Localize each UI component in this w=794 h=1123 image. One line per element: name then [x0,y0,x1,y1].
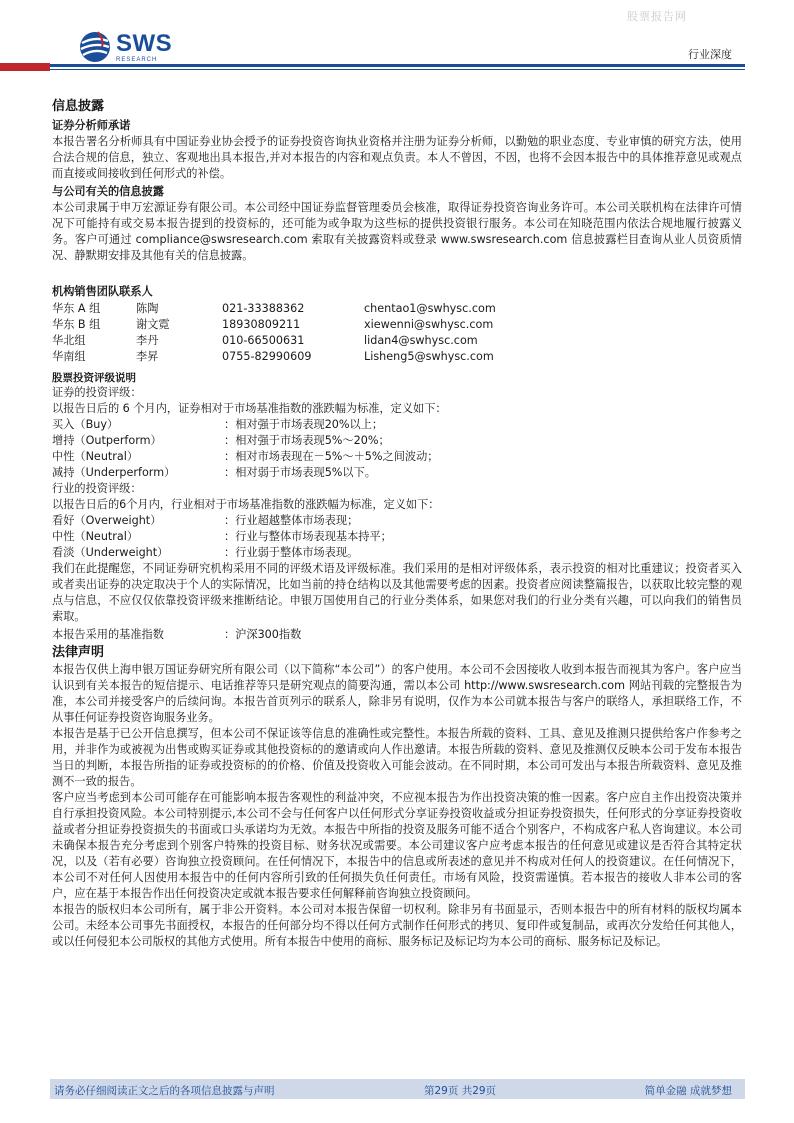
company-disclosure-text: 本公司隶属于申万宏源证券有限公司。本公司经中国证券监督管理委员会核准，取得证券投资咨询业务许可。本公司关联机构在法律许可情况下可能持有或交易本报告提到的投资标的，还可能为或争取为这些标的提供投资银行服务。本公司在知晓范围内依法合规地履行披露义务。客户可通过 compliance@swsresearch.com 索取有关披露资料或登录 www.swsresearch.com 信息披露栏目查询从业人员资质情况、静默期安排及其他有关的信息披露。 [52,201,742,262]
table-row [52,417,439,433]
table-row [52,545,392,561]
table-row [52,465,439,481]
footer-slogan: 简单金融 成就梦想 [644,1085,732,1097]
table-row [52,513,392,529]
rating-desc: ：相对市场表现在－5%～＋5%之间波动； [224,450,439,463]
sws-logo [78,30,172,64]
rating-label: 中性（Neutral） [52,450,139,463]
globe-logo-icon [78,30,112,64]
benchmark-value: ：沪深300指数 [224,628,302,641]
rating-label: 看淡（Underweight） [52,546,169,559]
logo-sub-text: RESEARCH [116,56,158,63]
watermark: 股票报告网 [627,10,687,23]
table-row [52,433,439,449]
stock-rating-intro: 以报告日后的 6 个月内，证券相对于市场基准指数的涨跌幅为标准，定义如下： [52,402,447,415]
contact-name: 李昇 [136,350,159,363]
rating-desc: ：相对强于市场表现20%以上； [224,418,384,431]
legal-title: 法律声明 [52,645,105,660]
contact-email[interactable]: lidan4@swhysc.com [364,334,478,347]
header-rule [50,64,745,67]
rating-desc: ：行业超越整体市场表现； [224,514,359,527]
industry-rating-table [52,513,392,561]
contact-region: 华北组 [52,334,86,347]
rating-desc: ：行业弱于整体市场表现。 [224,546,359,559]
company-disclosure-title: 与公司有关的信息披露 [52,185,164,198]
contact-region: 华南组 [52,350,86,363]
contact-phone: 021-33388362 [222,302,305,315]
sales-contacts-table [52,301,496,365]
rating-reminder-text: 我们在此提醒您，不同证券研究机构采用不同的评级术语及评级标准。我们采用的是相对评级体系，表示投资的相对比重建议；投资者买入或者卖出证券的决定取决于个人的实际情况，比如当前的持仓结构以及其他需要考虑的因素。投资者应阅读整篇报告，以获取比较完整的观点与信息，不应仅仅依靠投资评级来推断结论。申银万国使用自己的行业分类体系，如果您对我们的行业分类有兴趣，可以向我们的销售员索取。 [52,562,742,623]
contact-name: 陈陶 [136,302,159,315]
header-rule-thin [50,69,745,70]
industry-rating-label: 行业的投资评级： [52,482,142,495]
stock-rating-label: 证券的投资评级： [52,386,142,399]
benchmark-table [52,627,301,643]
rating-label: 看好（Overweight） [52,514,162,527]
report-type-tag: 行业深度 [688,48,732,61]
contact-name: 李丹 [136,334,159,347]
contact-phone: 0755-82990609 [222,350,312,363]
contact-phone: 010-66500631 [222,334,305,347]
table-row [52,627,301,643]
legal-paragraph: 本报告仅供上海申银万国证券研究所有限公司（以下简称“本公司”）的客户使用。本公司不会因接收人收到本报告而视其为客户。客户应当认识到有关本报告的短信提示、电话推荐等只是研究观点的简要沟通，需以本公司 http://www.swsresearch.com 网站刊载的完整报告为准，本公司并接受客户的后续问询。本报告首页列示的联系人，除非另有说明，仅作为本公司就本报告与客户的联络人，承担联络工作，不从事任何证券投资咨询服务业务。 [52,663,742,724]
rating-title: 股票投资评级说明 [52,372,136,384]
contact-region: 华东 A 组 [52,302,101,315]
page-number: 第29页 共29页 [424,1085,497,1097]
header-red-accent [0,63,50,71]
page-content [52,98,742,950]
rating-label: 减持（Underperform） [52,466,176,479]
contact-name: 谢文霓 [136,318,170,331]
legal-paragraph: 客户应当考虑到本公司可能存在可能影响本报告客观性的利益冲突，不应视本报告为作出投资决策的惟一因素。客户应自主作出投资决策并自行承担投资风险。本公司特别提示,本公司不会与任何客户以任何形式分享证券投资收益或分担证券投资损失，任何形式的分享证券投资收益或者分担证券投资损失的书面或口头承诺均为无效。本报告中所指的投资及服务可能不适合个别客户，不构成客户私人咨询建议。本公司未确保本报告充分考虑到个别客户特殊的投资目标、财务状况或需要。本公司建议客户应考虑本报告的任何意见或建议是否符合其特定状况，以及（若有必要）咨询独立投资顾问。在任何情况下，本报告中的信息或所表述的意见并不构成对任何人的投资建议。在任何情况下，本公司不对任何人因使用本报告中的任何内容所引致的任何损失负任何责任。市场有风险，投资需谨慎。若本报告的接收人非本公司的客户，应在基于本报告作出任何投资决定或就本报告要求任何解释前咨询独立投资顾问。 [52,791,742,900]
rating-desc: ：行业与整体市场表现基本持平； [224,530,392,543]
contact-phone: 18930809211 [222,318,301,331]
logo-main-text: SWS [116,29,173,57]
rating-desc: ：相对弱于市场表现5%以下。 [224,466,376,479]
table-row [52,449,439,465]
table-row [52,349,496,365]
contact-email[interactable]: xiewenni@swhysc.com [364,318,494,331]
table-row [52,317,496,333]
rating-label: 增持（Outperform） [52,434,162,447]
sales-team-title: 机构销售团队联系人 [52,285,153,298]
contact-region: 华东 B 组 [52,318,101,331]
table-row [52,301,496,317]
disclosure-title: 信息披露 [52,99,105,114]
table-row [52,333,496,349]
stock-rating-table [52,417,439,481]
industry-rating-intro: 以报告日后的6个月内，行业相对于市场基准指数的涨跌幅为标准，定义如下： [52,498,440,511]
analyst-commitment-title: 证券分析师承诺 [52,119,131,132]
rating-desc: ：相对强于市场表现5%～20%； [224,434,390,447]
legal-paragraph: 本报告的版权归本公司所有，属于非公开资料。本公司对本报告保留一切权利。除非另有书面显示，否则本报告中的所有材料的版权均属本公司。未经本公司事先书面授权，本报告的任何部分均不得以任何方式制作任何形式的拷贝、复印件或复制品，或再次分发给任何其他人，或以任何侵犯本公司版权的其他方式使用。所有本报告中使用的商标、服务标记及标记均为本公司的商标、服务标记及标记。 [52,903,742,948]
table-row [52,529,392,545]
benchmark-label: 本报告采用的基准指数 [52,628,164,641]
contact-email[interactable]: chentao1@swhysc.com [364,302,496,315]
legal-paragraph: 本报告是基于已公开信息撰写，但本公司不保证该等信息的准确性或完整性。本报告所载的资料、工具、意见及推测只提供给客户作参考之用，并非作为或被视为出售或购买证券或其他投资标的的邀请或向人作出邀请。本报告所载的资料、意见及推测仅反映本公司于发布本报告当日的判断，本报告所指的证券或投资标的的价格、价值及投资收入可能会波动。在不同时期，本公司可发出与本报告所载资料、意见及推测不一致的报告。 [52,727,742,788]
contact-email[interactable]: Lisheng5@swhysc.com [364,350,494,363]
footer-disclaimer: 请务必仔细阅读正文之后的各项信息披露与声明 [54,1085,275,1097]
rating-label: 买入（Buy） [52,418,119,431]
analyst-commitment-text: 本报告署名分析师具有中国证券业协会授予的证券投资咨询执业资格并注册为证券分析师，以勤勉的职业态度、专业审慎的研究方法，使用合法合规的信息，独立、客观地出具本报告,并对本报告的内容和观点负责。本人不曾因，不因，也将不会因本报告中的具体推荐意见或观点而直接或间接收到任何形式的补偿。 [52,135,742,180]
rating-label: 中性（Neutral） [52,530,139,543]
